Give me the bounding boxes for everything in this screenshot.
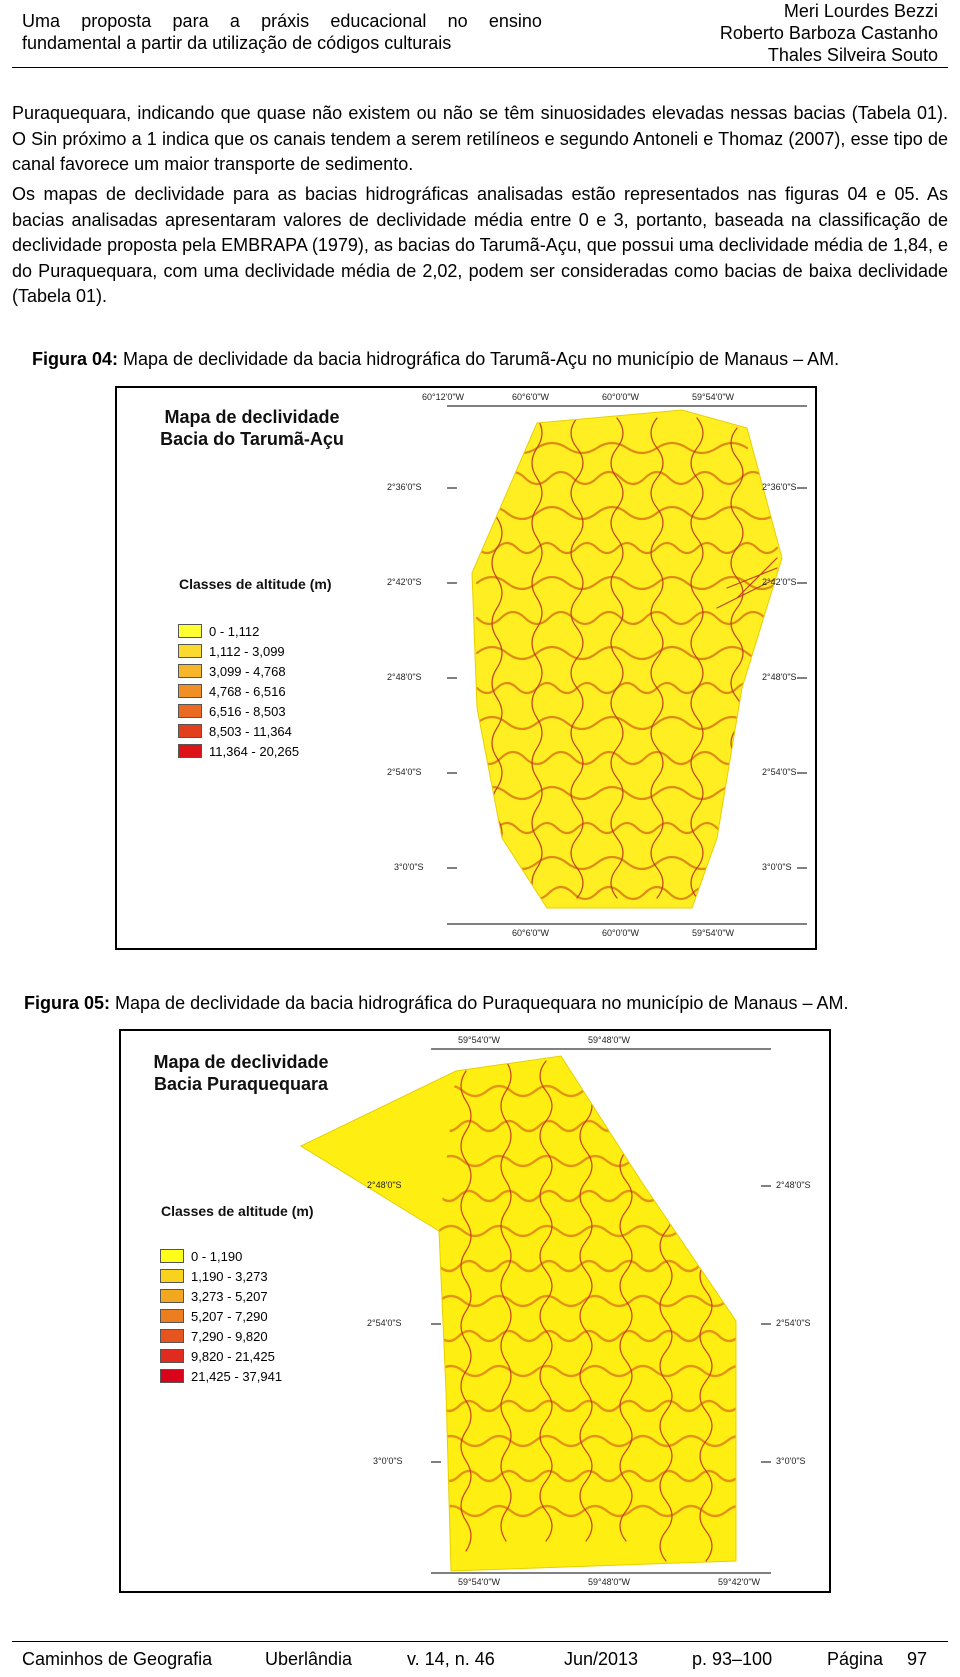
map-title — [152, 406, 352, 450]
running-header-title — [22, 10, 542, 54]
latitude-label: 2°36'0"S — [762, 482, 797, 492]
longitude-label: 59°54'0"W — [692, 392, 735, 402]
footer-page-label: Página — [827, 1649, 884, 1669]
author-name: Meri Lourdes Bezzi — [783, 1, 938, 21]
legend-item — [160, 1306, 282, 1326]
legend-label: 3,099 - 4,768 — [209, 663, 286, 679]
legend-item — [160, 1266, 282, 1286]
body-paragraph: Puraquequara, indicando que quase não existem ou não se têm sinuosidades elevadas nessas bacias (Tabela 01). O Sin próximo a 1 indica que os canais tendem a serem retilíneos e segundo Antoneli e Thomaz (2007), esse tipo de canal favorece um maior transporte de sedimento. — [12, 103, 948, 174]
figure-caption-label: Figura 05: — [24, 993, 111, 1013]
legend-item — [178, 701, 299, 721]
latitude-label: 3°0'0"S — [776, 1456, 806, 1466]
legend-title: Classes de altitude (m) — [161, 1203, 314, 1219]
legend-label: 1,190 - 3,273 — [191, 1268, 268, 1284]
longitude-label: 59°54'0"W — [458, 1577, 501, 1587]
legend-item — [160, 1326, 282, 1346]
author-name: Thales Silveira Souto — [767, 45, 938, 65]
legend-swatch — [178, 704, 202, 718]
legend-swatch — [178, 624, 202, 638]
header-word: Uma — [22, 11, 61, 31]
legend-label: 4,768 - 6,516 — [209, 683, 286, 699]
footer-divider — [12, 1641, 948, 1642]
figure-puraquequara-map — [119, 1029, 831, 1593]
legend-title: Classes de altitude (m) — [179, 576, 332, 592]
legend — [160, 1246, 282, 1386]
legend-item — [178, 641, 299, 661]
header-word: a — [229, 11, 240, 31]
legend-label: 1,112 - 3,099 — [209, 643, 285, 659]
legend-item — [178, 721, 299, 741]
legend-swatch — [160, 1269, 184, 1283]
header-word: práxis — [261, 11, 310, 31]
longitude-label: 60°12'0"W — [422, 392, 465, 402]
legend-item — [160, 1346, 282, 1366]
author-name: Roberto Barboza Castanho — [719, 23, 938, 43]
figure-caption — [32, 348, 839, 370]
latitude-label: 2°54'0"S — [762, 767, 797, 777]
legend-swatch — [178, 684, 202, 698]
longitude-label: 60°0'0"W — [602, 928, 640, 938]
longitude-label: 59°54'0"W — [458, 1035, 501, 1045]
legend-label: 3,273 - 5,207 — [191, 1288, 268, 1304]
header-word: no — [447, 11, 468, 31]
footer-pages: p. 93–100 — [692, 1649, 773, 1669]
header-title-line2: fundamental a partir da utilização de códigos culturais — [22, 33, 452, 53]
legend-swatch — [160, 1329, 184, 1343]
legend-item — [178, 621, 299, 641]
header-word: educacional — [330, 11, 427, 31]
header-word: proposta — [81, 11, 152, 31]
legend-label: 8,503 - 11,364 — [209, 723, 292, 739]
legend — [178, 621, 299, 761]
longitude-label: 59°48'0"W — [588, 1035, 631, 1045]
longitude-label: 60°0'0"W — [602, 392, 640, 402]
legend-label: 5,207 - 7,290 — [191, 1308, 268, 1324]
legend-swatch — [160, 1249, 184, 1263]
latitude-label: 2°36'0"S — [387, 482, 422, 492]
latitude-label: 3°0'0"S — [762, 862, 792, 872]
figure-tarumaacu-map — [115, 386, 817, 950]
header-divider — [12, 67, 948, 68]
body-paragraph: Os mapas de declividade para as bacias hidrográficas analisadas estão representados nas figuras 04 e 05. As bacias analisadas apresentaram valores de declividade média entre 0 e 3, portanto, baseada na classificação de declividade proposta pela EMBRAPA (1979), as bacias do Tarumã-Açu, que possui uma declividade média de 1,84, e do Puraquequara, com uma declividade média de 2,02, podem ser consideradas como bacias de baixa declividade (Tabela 01). — [12, 184, 948, 306]
legend-label: 0 - 1,190 — [191, 1248, 243, 1264]
latitude-label: 2°48'0"S — [762, 672, 797, 682]
latitude-label: 2°42'0"S — [762, 577, 797, 587]
figure-caption-text: Mapa de declividade da bacia hidrográfica do Puraquequara no município de Manaus – AM. — [110, 993, 849, 1013]
header-word: para — [172, 11, 209, 31]
latitude-label: 3°0'0"S — [373, 1456, 403, 1466]
legend-swatch — [160, 1349, 184, 1363]
latitude-label: 2°48'0"S — [367, 1180, 402, 1190]
figure-caption-text: Mapa de declividade da bacia hidrográfica do Tarumã-Açu no município de Manaus – AM. — [118, 349, 840, 369]
legend-label: 9,820 - 21,425 — [191, 1348, 275, 1364]
footer-volume: v. 14, n. 46 — [407, 1649, 495, 1669]
legend-label: 6,516 - 8,503 — [209, 703, 286, 719]
legend-item — [160, 1246, 282, 1266]
legend-swatch — [178, 644, 202, 658]
longitude-label: 59°48'0"W — [588, 1577, 631, 1587]
latitude-label: 2°54'0"S — [387, 767, 422, 777]
footer-date: Jun/2013 — [564, 1649, 639, 1669]
legend-label: 7,290 - 9,820 — [191, 1328, 268, 1344]
legend-swatch — [160, 1289, 184, 1303]
legend-label: 0 - 1,112 — [209, 623, 260, 639]
figure-caption — [24, 992, 849, 1014]
figure-caption-label: Figura 04: — [32, 349, 119, 369]
legend-swatch — [160, 1369, 184, 1383]
latitude-label: 2°48'0"S — [387, 672, 422, 682]
header-word: ensino — [488, 11, 542, 31]
map-title-line: Bacia Puraquequara — [153, 1074, 329, 1094]
legend-swatch — [160, 1309, 184, 1323]
longitude-label: 59°42'0"W — [718, 1577, 761, 1587]
legend-label: 11,364 - 20,265 — [209, 743, 300, 759]
legend-swatch — [178, 744, 202, 758]
footer-city: Uberlândia — [265, 1649, 353, 1669]
longitude-label: 59°54'0"W — [692, 928, 735, 938]
running-header-authors — [720, 0, 938, 66]
latitude-label: 2°48'0"S — [776, 1180, 811, 1190]
legend-swatch — [178, 664, 202, 678]
legend-item — [178, 661, 299, 681]
footer-page-number: 97 — [907, 1649, 928, 1669]
footer-journal: Caminhos de Geografia — [22, 1649, 213, 1669]
latitude-label: 2°54'0"S — [776, 1318, 811, 1328]
legend-label: 21,425 - 37,941 — [191, 1368, 283, 1384]
latitude-label: 2°54'0"S — [367, 1318, 402, 1328]
longitude-label: 60°6'0"W — [512, 392, 550, 402]
header-title-line1 — [22, 10, 542, 32]
longitude-label: 60°6'0"W — [512, 928, 550, 938]
legend-item — [160, 1366, 282, 1386]
latitude-label: 3°0'0"S — [394, 862, 424, 872]
legend-swatch — [178, 724, 202, 738]
legend-item — [160, 1286, 282, 1306]
map-title-line: Bacia do Tarumã-Açu — [160, 429, 344, 449]
map-title-line: Mapa de declividade — [164, 407, 340, 427]
legend-item — [178, 741, 299, 761]
latitude-label: 2°42'0"S — [387, 577, 422, 587]
legend-item — [178, 681, 299, 701]
map-title — [151, 1051, 331, 1095]
map-title-line: Mapa de declividade — [153, 1052, 329, 1072]
